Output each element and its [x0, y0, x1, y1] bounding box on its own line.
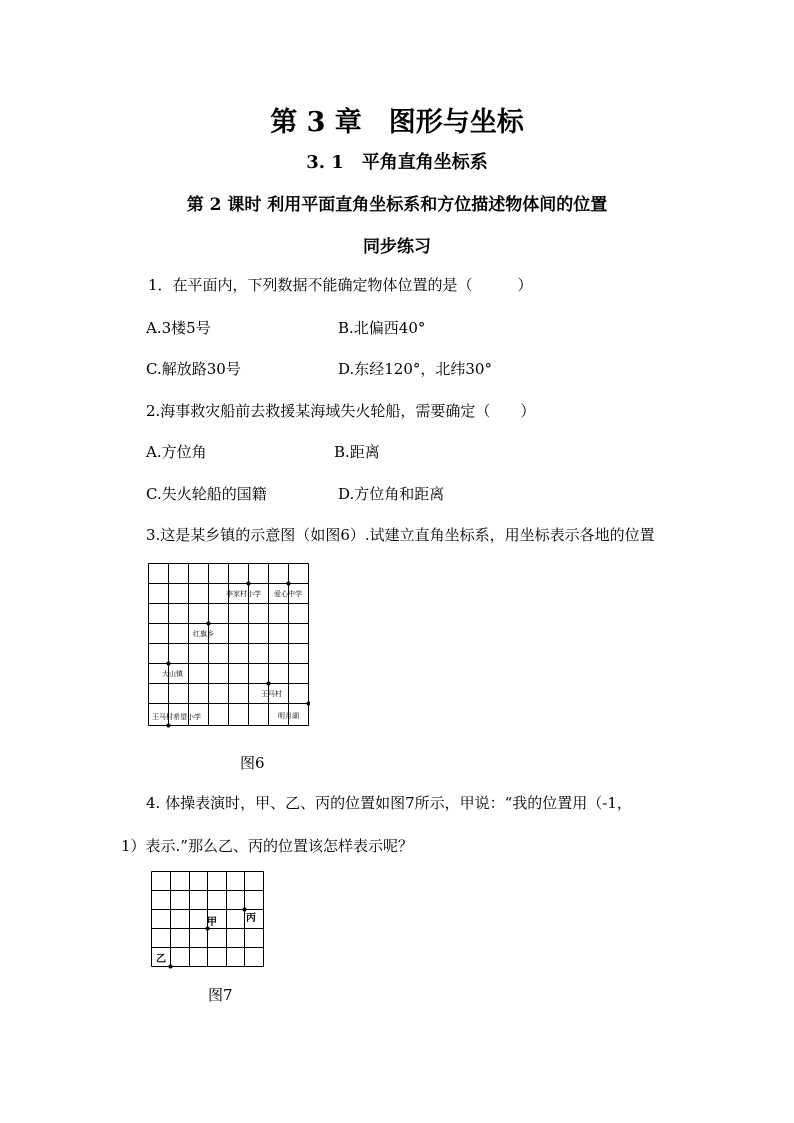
section-title: 3. 1 平角直角坐标系 — [306, 152, 488, 173]
yi-point — [169, 965, 173, 969]
q1-option-d: D.东经120°，北纬30° — [338, 360, 492, 378]
q2-option-c: C.失火轮船的国籍 — [146, 485, 267, 503]
q2-option-b: B.距离 — [334, 443, 380, 461]
bing-point — [243, 908, 247, 912]
town-map-figure — [148, 563, 310, 729]
q3-stem: 3.这是某乡镇的示意图（如图6）.试建立直角坐标系，用坐标表示各地的位置 — [146, 526, 655, 544]
q4-line2: 1）表示.”那么乙、丙的位置该怎样表示呢？ — [121, 837, 413, 855]
dashan-point — [167, 662, 171, 666]
bing-label: 丙 — [246, 913, 256, 924]
yi-label: 乙 — [156, 954, 166, 965]
hongqi-label: 红旗乡 — [193, 630, 214, 638]
q2-option-a: A.方位角 — [146, 443, 207, 461]
q4-line1: 4. 体操表演时，甲、乙、丙的位置如图7所示，甲说：“我的位置用（-1， — [146, 794, 632, 812]
dashan-label: 大山镇 — [162, 670, 183, 678]
mingyue-point — [307, 702, 311, 706]
q1-stem: 1．在平面内，下列数据不能确定物体位置的是（ ） — [148, 276, 533, 294]
q1-option-a: A.3楼5号 — [146, 319, 211, 337]
figure-7-caption: 图7 — [208, 986, 233, 1004]
gymnastics-grid-figure — [150, 870, 266, 970]
wangma-school-point — [167, 724, 171, 728]
aixin-point — [287, 582, 291, 586]
jia-label: 甲 — [207, 917, 217, 928]
q1-option-b: B.北偏西40° — [338, 319, 426, 337]
q1-option-c: C.解放路30号 — [146, 360, 241, 378]
hongqi-point — [207, 622, 211, 626]
lijiacun-point — [247, 582, 251, 586]
practice-title: 同步练习 — [363, 237, 431, 257]
lesson-title: 第 2 课时 利用平面直角坐标系和方位描述物体间的位置 — [186, 195, 608, 215]
lijiacun-label: 李家村小学 — [226, 590, 261, 598]
chapter-title: 第 3 章 图形与坐标 — [270, 107, 524, 138]
mingyue-label: 明月湖 — [278, 712, 299, 720]
q2-option-d: D.方位角和距离 — [338, 485, 445, 503]
aixin-label: 爱心中学 — [274, 590, 302, 598]
q2-stem: 2.海事救灾船前去救援某海域失火轮船，需要确定（ ） — [146, 402, 536, 420]
wangma-school-label: 王马村希望小学 — [152, 713, 201, 721]
wangma-label: 王马村 — [261, 690, 282, 698]
figure-6-caption: 图6 — [240, 754, 265, 772]
wangma-point — [267, 682, 271, 686]
